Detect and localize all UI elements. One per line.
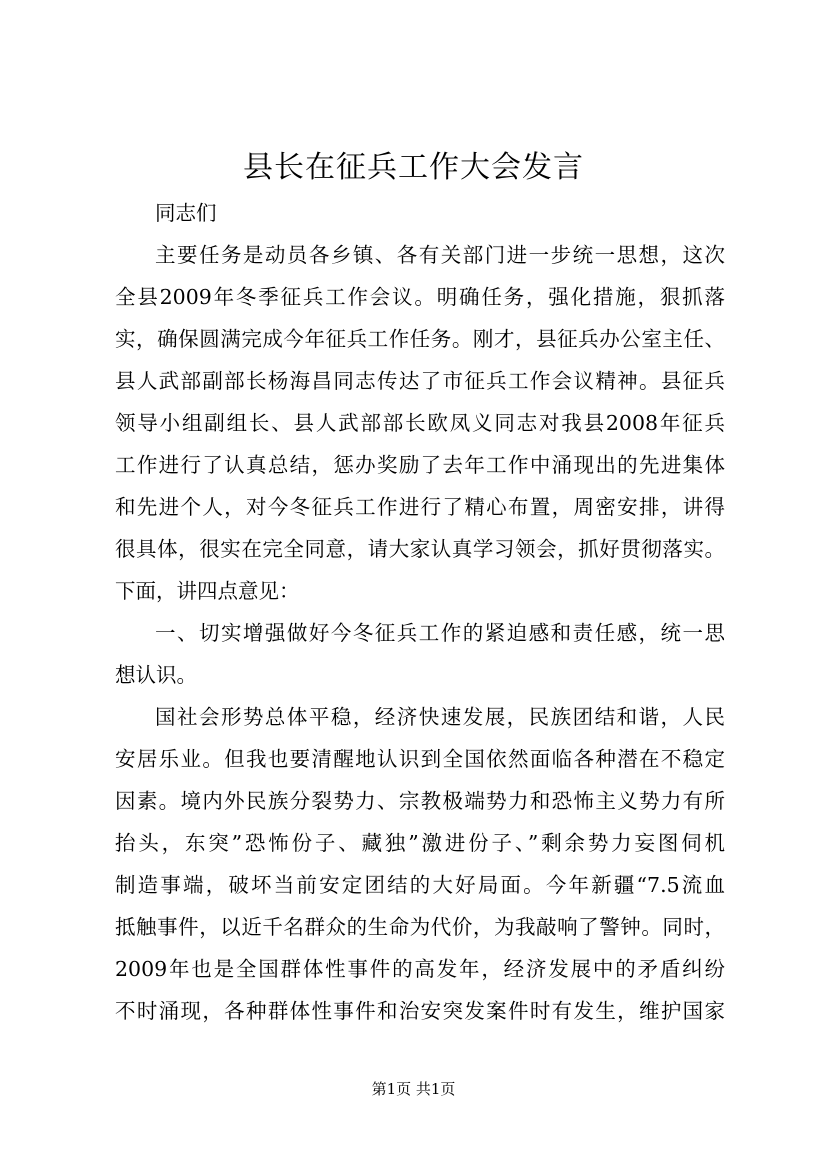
paragraph-line: 很具体，很实在完全同意，请大家认真学习领会，抓好贯彻落实。 — [115, 537, 725, 561]
paragraph-line: 领导小组副组长、县人武部部长欧凤义同志对我县2008年征兵 — [115, 411, 725, 435]
paragraph-line: 制造事端，破坏当前安定团结的大好局面。今年新疆“7.5流血 — [115, 873, 725, 897]
paragraph-line: 2009年也是全国群体性事件的高发年，经济发展中的矛盾纠纷 — [115, 957, 725, 981]
paragraph-line: 国社会形势总体平稳，经济快速发展，民族团结和谐，人民 — [155, 705, 725, 729]
paragraph-line: 抬头，东突”恐怖份子、藏独”激进份子、”剩余势力妄图伺机 — [115, 831, 725, 855]
section-heading-line: 一、切实增强做好今冬征兵工作的紧迫感和责任感，统一思 — [155, 621, 725, 645]
paragraph-line: 全县2009年冬季征兵工作会议。明确任务，强化措施，狠抓落 — [115, 285, 725, 309]
paragraph-line: 下面，讲四点意见： — [115, 579, 300, 603]
paragraph-line: 不时涌现，各种群体性事件和治安突发案件时有发生，维护国家 — [115, 999, 725, 1023]
salutation: 同志们 — [155, 201, 217, 225]
paragraph-line: 主要任务是动员各乡镇、各有关部门进一步统一思想，这次 — [155, 243, 725, 267]
paragraph-line: 实，确保圆满完成今年征兵工作任务。刚才，县征兵办公室主任、 — [115, 327, 725, 351]
page-number-footer: 第1页 共1页 — [371, 1080, 456, 1098]
paragraph-line: 因素。境内外民族分裂势力、宗教极端势力和恐怖主义势力有所 — [115, 789, 725, 813]
section-heading-line: 想认识。 — [115, 663, 197, 687]
paragraph-line: 和先进个人，对今冬征兵工作进行了精心布置，周密安排，讲得 — [115, 495, 725, 519]
paragraph-line: 工作进行了认真总结，惩办奖励了去年工作中涌现出的先进集体 — [115, 453, 725, 477]
paragraph-line: 抵触事件，以近千名群众的生命为代价，为我敲响了警钟。同时， — [115, 915, 725, 939]
paragraph-line: 安居乐业。但我也要清醒地认识到全国依然面临各种潜在不稳定 — [115, 747, 725, 771]
document-title: 县长在征兵工作大会发言 — [243, 150, 584, 185]
paragraph-line: 县人武部副部长杨海昌同志传达了市征兵工作会议精神。县征兵 — [115, 369, 725, 393]
